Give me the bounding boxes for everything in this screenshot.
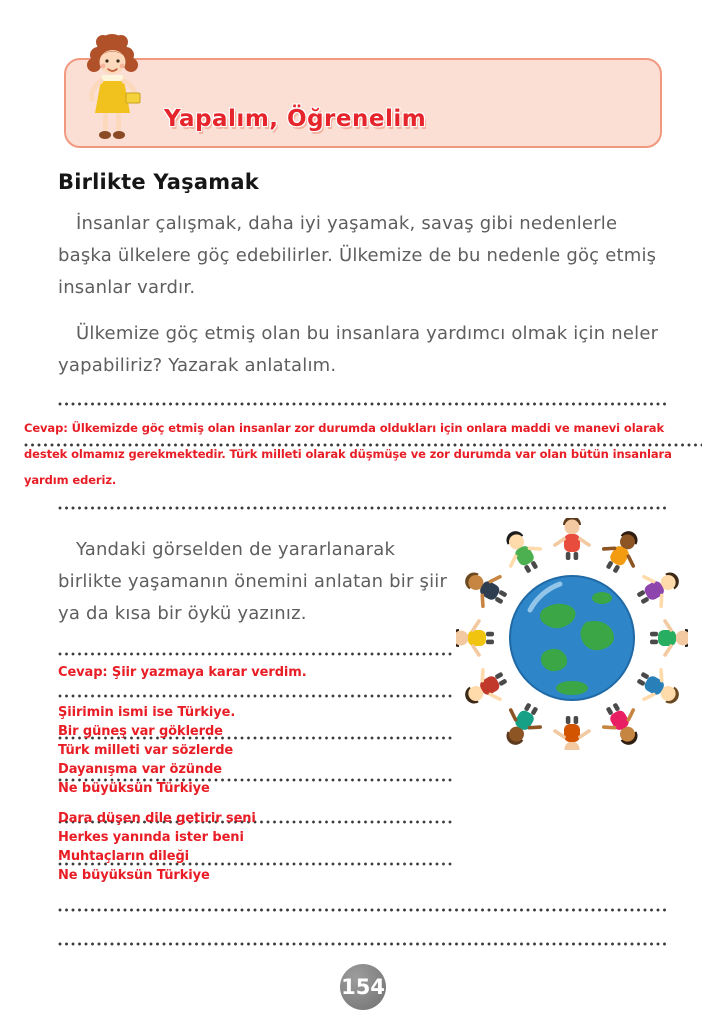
poem-line: Dara düşen dile getirir seni — [58, 810, 256, 826]
paragraph-question: Ülkemize göç etmiş olan bu insanlara yardımcı olmak için neler yapabiliriz? Yazarak anlatalım. — [58, 323, 659, 377]
poem-answer-area — [58, 650, 452, 894]
poem-line: Muhtaçların dileği — [58, 848, 190, 864]
section-banner — [64, 58, 662, 148]
page-number-badge — [340, 964, 386, 1010]
children-around-globe-illustration — [456, 518, 688, 750]
poem-left-column — [58, 534, 452, 894]
poem-line: Cevap: Şiir yazmaya karar verdim. — [58, 664, 307, 680]
page-number: 154 — [341, 975, 385, 999]
poem-line: Ne büyüksün Türkiye — [58, 780, 210, 796]
dotted-line — [58, 402, 668, 406]
banner-title: Yapalım, Öğrenelim — [164, 106, 427, 132]
dotted-line — [58, 506, 668, 510]
poem-prompt: Yandaki görselden de yararlanarak birlikte yaşamanın önemini anlatan bir şiir ya da kısa bir öykü yazınız. — [58, 538, 448, 624]
girl-character-illustration — [70, 29, 162, 145]
poem-line: Şiirimin ismi ise Türkiye. — [58, 704, 236, 720]
page-content — [0, 170, 726, 946]
paragraph-migration: İnsanlar çalışmak, daha iyi yaşamak, savaş gibi nedenlerle başka ülkelere göç edebilirler. Ülkemize de bu nedenle göç etmiş insanlar vardır. — [58, 213, 657, 299]
poem-line: Türk milleti var sözlerde — [58, 742, 234, 758]
poem-right-column — [456, 518, 688, 894]
section-heading: Birlikte Yaşamak — [58, 170, 259, 194]
poem-line: Dayanışma var özünde — [58, 761, 223, 777]
poem-section — [58, 534, 668, 894]
dotted-line — [58, 942, 668, 946]
poem-line: Bir güneş var göklerde — [58, 723, 223, 739]
dotted-line — [58, 908, 668, 912]
poem-line: Herkes yanında ister beni — [58, 829, 244, 845]
poem-line: Ne büyüksün Türkiye — [58, 867, 210, 883]
answer-text-migration: Cevap: Ülkemizde göç etmiş olan insanlar zor durumda oldukları için onlara maddi ve manevi olarak destek olmamız gerekmektedir. Türk milleti olarak düşmüşe ve zor durumda var olan bütün insanlara yardım ederiz. — [24, 416, 702, 494]
